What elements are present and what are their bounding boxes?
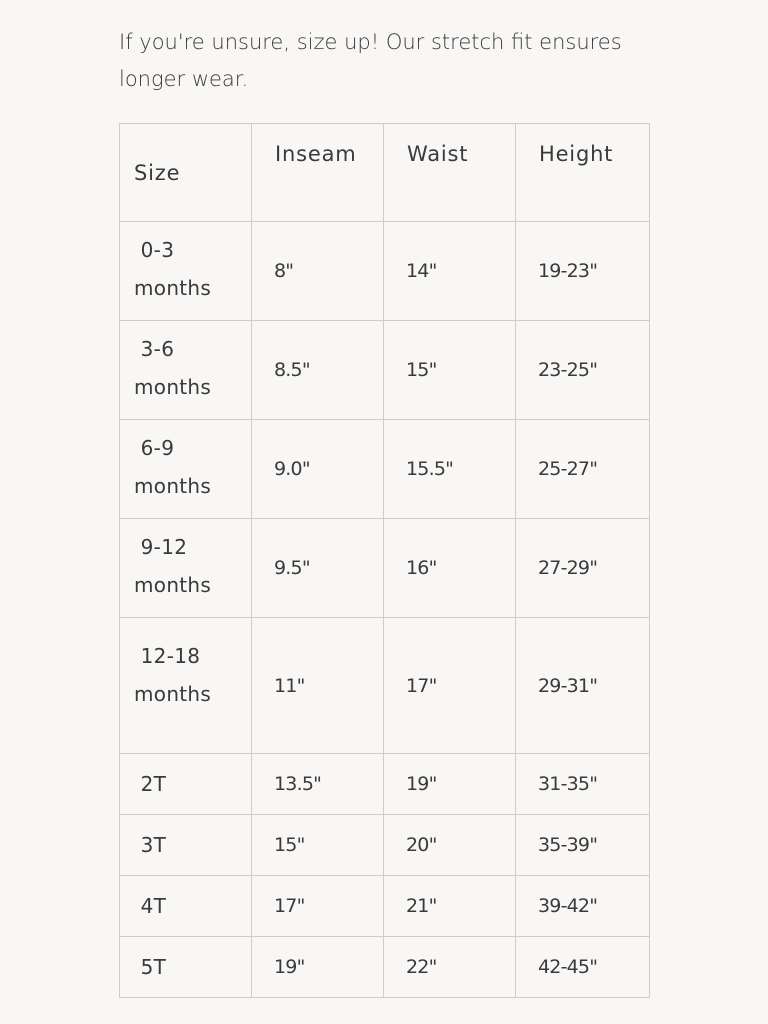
size-cell: 12-18 months xyxy=(120,618,252,754)
inseam-cell: 11" xyxy=(252,618,384,754)
inseam-cell: 8.5" xyxy=(252,321,384,420)
table-row xyxy=(120,618,650,754)
table-row xyxy=(120,876,650,937)
inseam-cell: 9.0" xyxy=(252,420,384,519)
waist-cell: 15.5" xyxy=(384,420,516,519)
waist-cell: 16" xyxy=(384,519,516,618)
height-cell: 19-23" xyxy=(516,222,650,321)
table-row xyxy=(120,815,650,876)
size-advice-text: If you're unsure, size up! Our stretch fit ensures longer wear. xyxy=(119,30,622,91)
size-cell: 3T xyxy=(120,815,252,876)
height-cell: 35-39" xyxy=(516,815,650,876)
size-cell: 3-6 months xyxy=(120,321,252,420)
size-chart-table xyxy=(119,123,650,998)
table-row xyxy=(120,937,650,998)
waist-cell: 15" xyxy=(384,321,516,420)
height-cell: 29-31" xyxy=(516,618,650,754)
table-row xyxy=(120,222,650,321)
header-inseam: Inseam xyxy=(252,124,384,222)
size-cell: 2T xyxy=(120,754,252,815)
inseam-cell: 17" xyxy=(252,876,384,937)
waist-cell: 17" xyxy=(384,618,516,754)
table-row xyxy=(120,519,650,618)
height-cell: 25-27" xyxy=(516,420,650,519)
size-cell: 5T xyxy=(120,937,252,998)
table-row xyxy=(120,321,650,420)
size-cell: 6-9 months xyxy=(120,420,252,519)
waist-cell: 21" xyxy=(384,876,516,937)
table-header-row xyxy=(120,124,650,222)
table-row xyxy=(120,754,650,815)
waist-cell: 19" xyxy=(384,754,516,815)
header-size: Size xyxy=(120,124,252,222)
waist-cell: 22" xyxy=(384,937,516,998)
size-cell: 4T xyxy=(120,876,252,937)
height-cell: 23-25" xyxy=(516,321,650,420)
inseam-cell: 9.5" xyxy=(252,519,384,618)
header-waist: Waist xyxy=(384,124,516,222)
height-cell: 27-29" xyxy=(516,519,650,618)
inseam-cell: 19" xyxy=(252,937,384,998)
table-row xyxy=(120,420,650,519)
waist-cell: 14" xyxy=(384,222,516,321)
inseam-cell: 15" xyxy=(252,815,384,876)
waist-cell: 20" xyxy=(384,815,516,876)
size-cell: 0-3 months xyxy=(120,222,252,321)
height-cell: 42-45" xyxy=(516,937,650,998)
inseam-cell: 13.5" xyxy=(252,754,384,815)
height-cell: 39-42" xyxy=(516,876,650,937)
inseam-cell: 8" xyxy=(252,222,384,321)
size-cell: 9-12 months xyxy=(120,519,252,618)
header-height: Height xyxy=(516,124,650,222)
height-cell: 31-35" xyxy=(516,754,650,815)
